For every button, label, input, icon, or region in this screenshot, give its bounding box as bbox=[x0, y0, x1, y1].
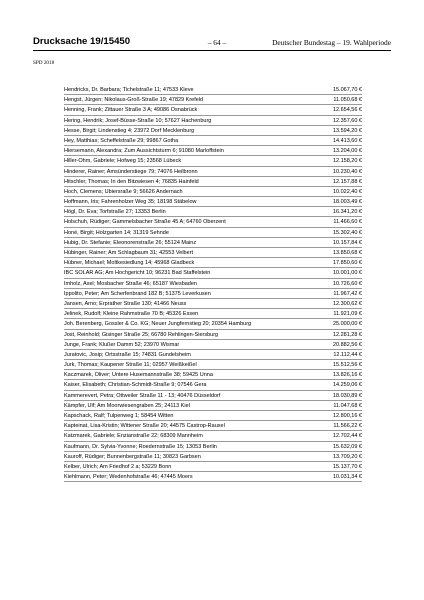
donor-entry: Hübinger, Rainer; Am Schlagbaum 31; 42553 Velbert bbox=[64, 250, 194, 256]
donor-entry: Jansen, Arno; Erprather Straße 130; 41466 Neuss bbox=[64, 300, 187, 307]
donation-amount: 13.204,00 € bbox=[332, 148, 362, 155]
donor-entry: Katzmarek, Gabriele; Enzianstraße 22; 68309 Mannheim bbox=[64, 433, 203, 440]
donor-entry: Kaczmarek, Oliver; Untere Husemannstraße 38; 59425 Unna bbox=[64, 372, 213, 379]
donation-amount: 12.300,62 € bbox=[332, 300, 362, 307]
table-row bbox=[64, 442, 362, 452]
table-row bbox=[64, 340, 362, 350]
donation-amount: 15.137,70 € bbox=[332, 463, 362, 470]
donation-amount: 13.826,16 € bbox=[332, 372, 362, 379]
donor-entry: Kiehlmann, Peter; Wedenhofstraße 46; 47445 Moers bbox=[64, 474, 193, 481]
donor-entry: Holschuh, Rüdiger; Gammelsbacher Straße 45 A; 64760 Oberzent bbox=[64, 219, 226, 226]
donation-amount: 18.030,89 € bbox=[332, 392, 362, 399]
table-row bbox=[64, 105, 362, 115]
donation-amount: 12.112,44 € bbox=[333, 351, 362, 358]
donation-amount: 11.967,42 € bbox=[333, 290, 362, 297]
donation-amount: 11.921,09 € bbox=[333, 311, 362, 318]
donation-amount: 13.850,68 € bbox=[332, 250, 362, 256]
donor-entry: Hiersemann, Alexandra; Zum Aussichtsturm 6; 91080 Marloffstein bbox=[64, 148, 224, 155]
table-row bbox=[64, 85, 362, 95]
table-row bbox=[64, 156, 362, 166]
donation-amount: 15.512,56 € bbox=[332, 362, 362, 369]
table-row bbox=[64, 238, 362, 248]
table-row bbox=[64, 411, 362, 421]
donation-amount: 10.022,40 € bbox=[332, 188, 362, 195]
donation-amount: 15.302,40 € bbox=[332, 229, 362, 236]
table-row bbox=[64, 472, 362, 482]
donor-entry: Hübner, Michael; Moltkesiedlung 14; 45968 Gladbeck bbox=[64, 260, 195, 267]
donor-entry: Hey, Matthias; Scheffelstraße 29; 99867 Gotha bbox=[64, 137, 179, 144]
table-row bbox=[64, 391, 362, 401]
donation-amount: 12.281,28 € bbox=[332, 331, 362, 338]
donor-entry: Kämpfer, Ulf; Am Moorwiesengraben 25; 24113 Kiel bbox=[64, 402, 190, 409]
donation-amount: 17.850,60 € bbox=[332, 260, 362, 267]
donation-amount: 11.566,22 € bbox=[333, 423, 362, 430]
table-row bbox=[64, 95, 362, 105]
table-row bbox=[64, 268, 362, 278]
donor-entry: Jelinek, Rudolf; Kleine Rahmstraße 70 B; 45326 Essen bbox=[64, 311, 199, 318]
donor-entry: Kelber, Ulrich; Am Friedhof 2 a; 53229 Bonn bbox=[64, 463, 172, 470]
table-row bbox=[64, 197, 362, 207]
table-row bbox=[64, 258, 362, 268]
table-row bbox=[64, 116, 362, 126]
doc-prefix: Drucksache 19/ bbox=[33, 36, 104, 47]
table-row bbox=[64, 248, 362, 258]
table-row bbox=[64, 279, 362, 289]
donor-entry: Hoffmann, Iris; Fahrenholzer Weg 35; 18198 Stäbelow bbox=[64, 199, 197, 206]
donation-amount: 12.157,88 € bbox=[332, 178, 362, 185]
donor-entry: IBC SOLAR AG; Am Hochgericht 10; 96231 Bad Staffelstein bbox=[64, 270, 211, 277]
donor-entry: Kapschack, Ralf; Tulpenweg 1; 58454 Witten bbox=[64, 413, 174, 419]
table-row bbox=[64, 299, 362, 309]
table-row bbox=[64, 217, 362, 227]
donation-amount: 11.466,60 € bbox=[333, 219, 362, 226]
donation-amount: 10.726,60 € bbox=[332, 280, 362, 287]
donor-entry: Hendricks, Dr. Barbara; Tichelstraße 11; 47533 Kleve bbox=[64, 87, 194, 93]
row-divider bbox=[64, 481, 362, 482]
donation-amount: 25.000,00 € bbox=[332, 321, 362, 328]
donation-amount: 20.882,56 € bbox=[332, 341, 362, 348]
table-row bbox=[64, 452, 362, 462]
donation-amount: 18.003,49 € bbox=[332, 199, 362, 206]
donor-entry: Hesse, Birgit; Lindenstieg 4; 23972 Dorf Mecklenburg bbox=[64, 127, 195, 134]
table-row bbox=[64, 360, 362, 370]
donation-amount: 10.230,40 € bbox=[332, 168, 362, 175]
donor-entry: Ippolito, Peter; Am Scherfenbrand 182 B; 51375 Leverkusen bbox=[64, 290, 211, 297]
donation-list bbox=[64, 85, 362, 482]
table-row bbox=[64, 289, 362, 299]
donor-entry: Hoch, Clemens; Ubiersraße 9; 56626 Andernach bbox=[64, 188, 183, 195]
table-row bbox=[64, 146, 362, 156]
table-row bbox=[64, 319, 362, 329]
table-row bbox=[64, 401, 362, 411]
table-row bbox=[64, 228, 362, 238]
table-row bbox=[64, 350, 362, 360]
doc-number: 15450 bbox=[103, 36, 131, 47]
donor-entry: Jost, Reinhold; Gisinger Straße 25; 66780 Rehlingen-Siersburg bbox=[64, 331, 219, 338]
donor-entry: Henning, Frank; Zittauer Straße 3 A; 49086 Osnabrück bbox=[64, 107, 198, 114]
donor-entry: Kaiser, Elisabeth; Christian-Schmidt-Straße 9; 07546 Gera bbox=[64, 382, 207, 389]
donation-amount: 11.047,68 € bbox=[333, 402, 362, 409]
donor-entry: Högl, Dr. Eva; Torfstraße 27; 13353 Berlin bbox=[64, 209, 166, 216]
donation-amount: 15.632,09 € bbox=[332, 443, 362, 450]
donation-amount: 13.709,20 € bbox=[332, 453, 362, 460]
donor-entry: Honé, Birgit; Holzgarten 14; 31319 Sehnde bbox=[64, 229, 169, 236]
donor-entry: Hiller-Ohm, Gabriele; Hofweg 15; 23568 Lübeck bbox=[64, 158, 182, 165]
table-row bbox=[64, 330, 362, 340]
table-row bbox=[64, 167, 362, 177]
donation-amount: 10.001,00 € bbox=[332, 270, 362, 277]
donor-entry: Kaufmann, Dr. Sylvia-Yvonne; Roedernstraße 15; 13053 Berlin bbox=[64, 443, 217, 450]
donor-entry: Joh. Berenberg, Gossler & Co. KG; Neuer Jungfernstieg 20; 20354 Hamburg bbox=[64, 321, 252, 328]
donor-entry: Imholz, Axel; Mosbacher Straße 46; 65187 Wiesbaden bbox=[64, 280, 197, 287]
donor-entry: Junge, Frank; Klußer Damm 52; 23970 Wismar bbox=[64, 341, 180, 348]
donation-amount: 14.259,06 € bbox=[332, 382, 362, 389]
donation-amount: 14.413,60 € bbox=[332, 137, 362, 144]
table-row bbox=[64, 187, 362, 197]
donation-amount: 12.654,56 € bbox=[332, 107, 362, 114]
donation-amount: 12.702,44 € bbox=[332, 433, 362, 440]
publication-title: Deutscher Bundestag – 19. Wahlperiode bbox=[272, 38, 391, 47]
donation-amount: 12.800,16 € bbox=[332, 413, 362, 419]
donor-entry: Hubig, Dr. Stefanie; Eleonorenstraße 26; 55124 Mainz bbox=[64, 239, 197, 246]
donor-entry: Jurk, Thomas; Kaupener Straße 11; 02957 Weißkeißel bbox=[64, 362, 197, 369]
table-row bbox=[64, 380, 362, 390]
donor-entry: Kammerevert, Petra; Ottweiler Straße 11 - 13; 40476 Düsseldorf bbox=[64, 392, 221, 399]
donation-amount: 16.341,20 € bbox=[332, 209, 362, 216]
table-row bbox=[64, 136, 362, 146]
donor-entry: Juratovic, Josip; Ortsstraße 15; 74831 Gundelsheim bbox=[64, 351, 191, 358]
donation-amount: 11.050,68 € bbox=[333, 97, 362, 104]
donor-entry: Hengst, Jürgen; Nikolaus-Groß-Straße 19; 47829 Krefeld bbox=[64, 97, 204, 104]
donor-entry: Kauroff, Rüdiger; Bunnenbergstraße 11; 30823 Garbsen bbox=[64, 453, 201, 460]
donation-amount: 15.067,70 € bbox=[332, 87, 362, 93]
page-number: – 64 – bbox=[207, 38, 227, 47]
donor-entry: Kapteinat, Lisa-Kristin; Wittener Straße 20; 44575 Castrop-Rauxel bbox=[64, 423, 225, 430]
donation-amount: 12.357,60 € bbox=[332, 117, 362, 124]
table-row bbox=[64, 126, 362, 136]
page-header bbox=[33, 36, 391, 51]
donation-amount: 12.158,20 € bbox=[332, 158, 362, 165]
party-year-label: SPD 2018 bbox=[33, 60, 55, 66]
donor-entry: Hitschler, Thomas; In den Bitzwiesen 4; 76835 Hainfeld bbox=[64, 178, 199, 185]
table-row bbox=[64, 370, 362, 380]
table-row bbox=[64, 309, 362, 319]
table-row bbox=[64, 431, 362, 441]
donation-amount: 13.594,20 € bbox=[332, 127, 362, 134]
donor-entry: Hinderer, Rainer; Amsünderstiege 79; 74076 Heilbronn bbox=[64, 168, 198, 175]
table-row bbox=[64, 207, 362, 217]
table-row bbox=[64, 462, 362, 472]
donation-amount: 10.157,84 € bbox=[332, 239, 362, 246]
table-row bbox=[64, 177, 362, 187]
donor-entry: Hering, Hendrik; Josef-Büsse-Straße 10; 57627 Hachenburg bbox=[64, 117, 212, 124]
table-row bbox=[64, 421, 362, 431]
donation-amount: 10.031,34 € bbox=[332, 474, 362, 481]
